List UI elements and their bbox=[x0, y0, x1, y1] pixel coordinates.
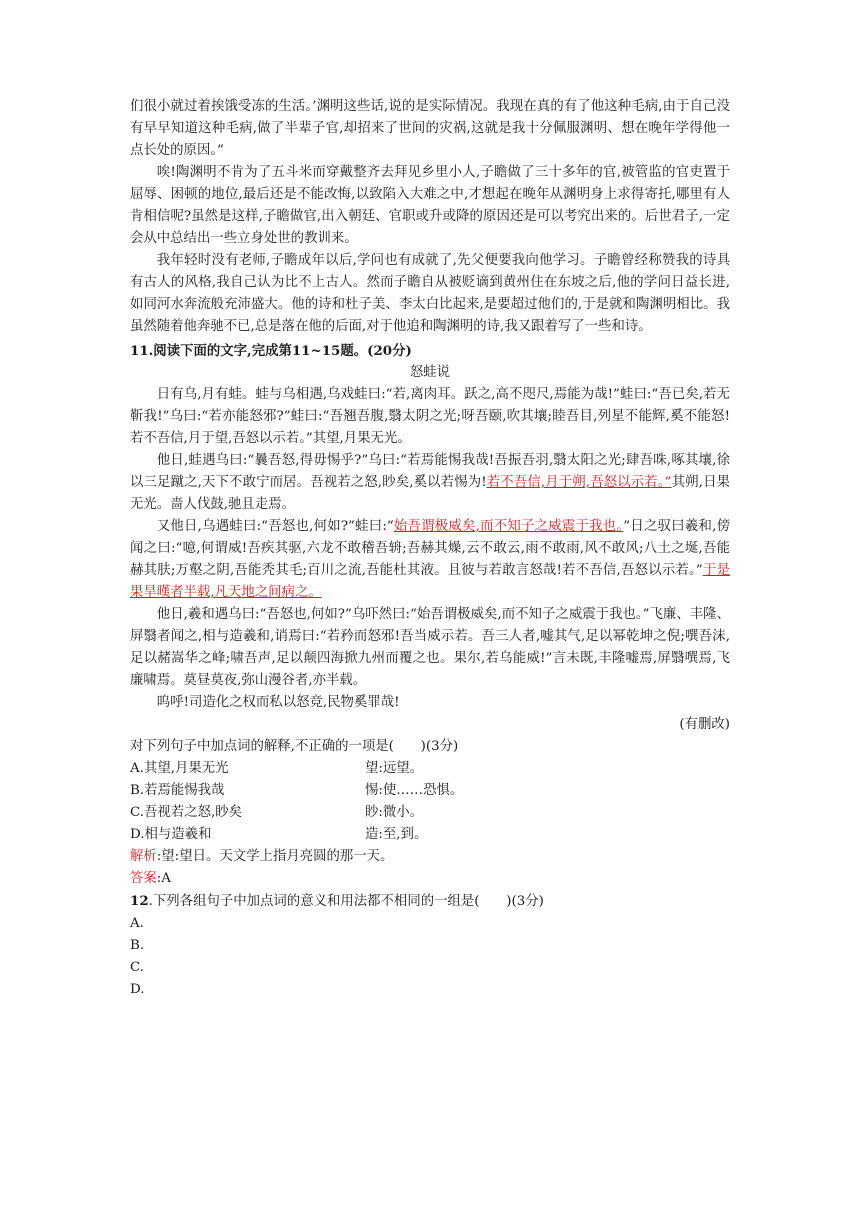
q12-option-c: C. bbox=[130, 960, 145, 975]
analysis-text: :望:望日。天文学上指月亮圆的那一天。 bbox=[156, 849, 394, 864]
option-a bbox=[130, 758, 730, 780]
answer bbox=[130, 868, 730, 890]
analysis bbox=[130, 846, 730, 868]
q12-option-a: A. bbox=[130, 916, 144, 931]
passage-paragraph-1: 日有乌,月有蛙。蛙与乌相遇,乌戏蛙曰:“若,离肉耳。跃之,高不咫尺,焉能为哉!”蛙曰:“吾已矣,若无靳我!”乌曰:“若亦能怒邪?”蛙曰:“吾翘吾腹,翳太阴之光;呀吾颐,吹其壤;睦吾目,列星不能辉,奚不能怒!若不吾信,月于望,吾怒以示若。”其望,月果无光。 bbox=[130, 387, 730, 446]
question-11-stem: 对下列句子中加点词的解释,不正确的一项是( )(3分) bbox=[130, 739, 459, 754]
highlighted-sentence: 始吾谓极威矣,而不知子之威震于我也。 bbox=[393, 519, 624, 534]
question-number: 11 bbox=[130, 343, 149, 359]
analysis-label: 解析 bbox=[130, 849, 157, 864]
question-number: 12 bbox=[130, 893, 149, 909]
source-note: (有删改) bbox=[679, 717, 730, 732]
q12-option-d: D. bbox=[130, 982, 145, 997]
passage-text: 他日,蛙遇乌曰:“曩吾怒,得毋惕乎?”乌曰:“若焉能惕我哉!吾振吾羽,翳太阳之光;肆吾咮,啄其壤,徐以三足蹴之,天下不敢宁而居。吾视若之怒,眇矣,奚以若惕为! bbox=[130, 453, 730, 490]
translation-paragraph-1: 们很小就过着挨饿受冻的生活。’渊明这些话,说的是实际情况。我现在真的有了他这种毛病,由于自己没有早早知道这种毛病,做了半辈子官,却招来了世间的灾祸,这就是我十分佩服渊明、想在晚年学得他一点长处的原因。” bbox=[130, 99, 730, 158]
option-explanation: 望:远望。 bbox=[365, 761, 424, 776]
translation-paragraph-3: 我年轻时没有老师,子瞻成年以后,学问也有成就了,先父便要我向他学习。子瞻曾经称赞我的诗具有古人的风格,我自己认为比不上古人。然而子瞻自从被贬谪到黄州住在东坡之后,他的学问日益长进,如同河水奔流般充沛盛大。他的诗和杜子美、李太白比起来,是要超过他们的,于是就和陶渊明相比。我虽然随着他奔驰不已,总是落在他的后面,对于他追和陶渊明的诗,我又跟着写了一些和诗。 bbox=[130, 253, 730, 334]
passage-text: ”日之驭曰羲和,傍闻之曰:“噫,何谓威!吾疾其驱,六龙不敢稽吾辀;吾赫其燥,云不敢云,雨不敢雨,风不敢风;八土之埏,吾能赫其肤;万壑之阴,吾能秃其毛;百川之流,吾能杜其液。且彼与若敢言怒哉!若不吾信,吾怒以示若。” bbox=[130, 519, 730, 578]
passage-text: 其朔,日果无光。啬人伐鼓,驰且走焉。 bbox=[130, 475, 730, 512]
question-instruction: .阅读下面的文字,完成第11~15题。(20分) bbox=[148, 343, 412, 359]
option-text: B.若焉能惕我哉 bbox=[130, 783, 225, 798]
question-text: .下列各组句子中加点词的意义和用法都不相同的一组是( )(3分) bbox=[148, 894, 544, 909]
option-explanation: 眇:微小。 bbox=[365, 805, 424, 820]
question-11-heading bbox=[130, 340, 730, 362]
highlighted-sentence: 于是果旱暵者半载,凡天地之间病之。 bbox=[130, 563, 730, 600]
option-explanation: 造:至,到。 bbox=[365, 827, 428, 842]
passage-text: 又他日,乌遇蛙曰:“吾怒也,何如?”蛙曰:“ bbox=[156, 519, 394, 534]
translation-paragraph-2: 唉!陶渊明不肯为了五斗米而穿戴整齐去拜见乡里小人,子瞻做了三十多年的官,被管监的官吏置于屈辱、困顿的地位,最后还是不能改悔,以致陷入大难之中,才想起在晚年从渊明身上求得寄托,哪里有人肯相信呢?虽然是这样,子瞻做官,出入朝廷、官职或升或降的原因还是可以考究出来的。后世君子,一定会从中总结出一些立身处世的教训来。 bbox=[130, 165, 730, 246]
option-d bbox=[130, 824, 730, 846]
answer-text: :A bbox=[156, 871, 171, 886]
document-page bbox=[130, 96, 730, 1001]
option-text: D.相与造羲和 bbox=[130, 827, 212, 842]
passage-paragraph-4: 他日,羲和遇乌曰:“吾怒也,何如?”乌吓然曰:“始吾谓极威矣,而不知子之威震于我也。”飞廉、丰隆、屏翳者闻之,相与造羲和,诮焉曰:“若矜而怒邪!吾当威示若。吾三人者,嘘其气,足以幂乾坤之倪;噀吾沫,足以赭嵩华之峰;啸吾声,足以颠四海掀九州而覆之也。果尔,若乌能威!”言未既,丰隆嘘焉,屏翳噀焉,飞廉啸焉。莫昼莫夜,弥山漫谷者,亦半载。 bbox=[130, 607, 730, 688]
answer-label: 答案 bbox=[130, 871, 157, 886]
option-explanation: 惕:使……恐惧。 bbox=[365, 783, 464, 798]
option-text: A.其望,月果无光 bbox=[130, 761, 229, 776]
option-text: C.吾视若之怒,眇矣 bbox=[130, 805, 243, 820]
q12-option-b: B. bbox=[130, 938, 145, 953]
passage-paragraph-2 bbox=[130, 450, 730, 516]
option-c bbox=[130, 802, 730, 824]
passage-paragraph-3 bbox=[130, 516, 730, 604]
passage-title: 怒蛙说 bbox=[409, 365, 451, 380]
highlighted-sentence: 若不吾信,月于朔,吾怒以示若。” bbox=[486, 475, 672, 490]
question-11-options bbox=[130, 758, 730, 846]
option-b bbox=[130, 780, 730, 802]
question-12-stem bbox=[130, 890, 730, 913]
passage-paragraph-5: 呜呼!司造化之权而私以怒竞,民物奚罪哉! bbox=[156, 695, 400, 710]
